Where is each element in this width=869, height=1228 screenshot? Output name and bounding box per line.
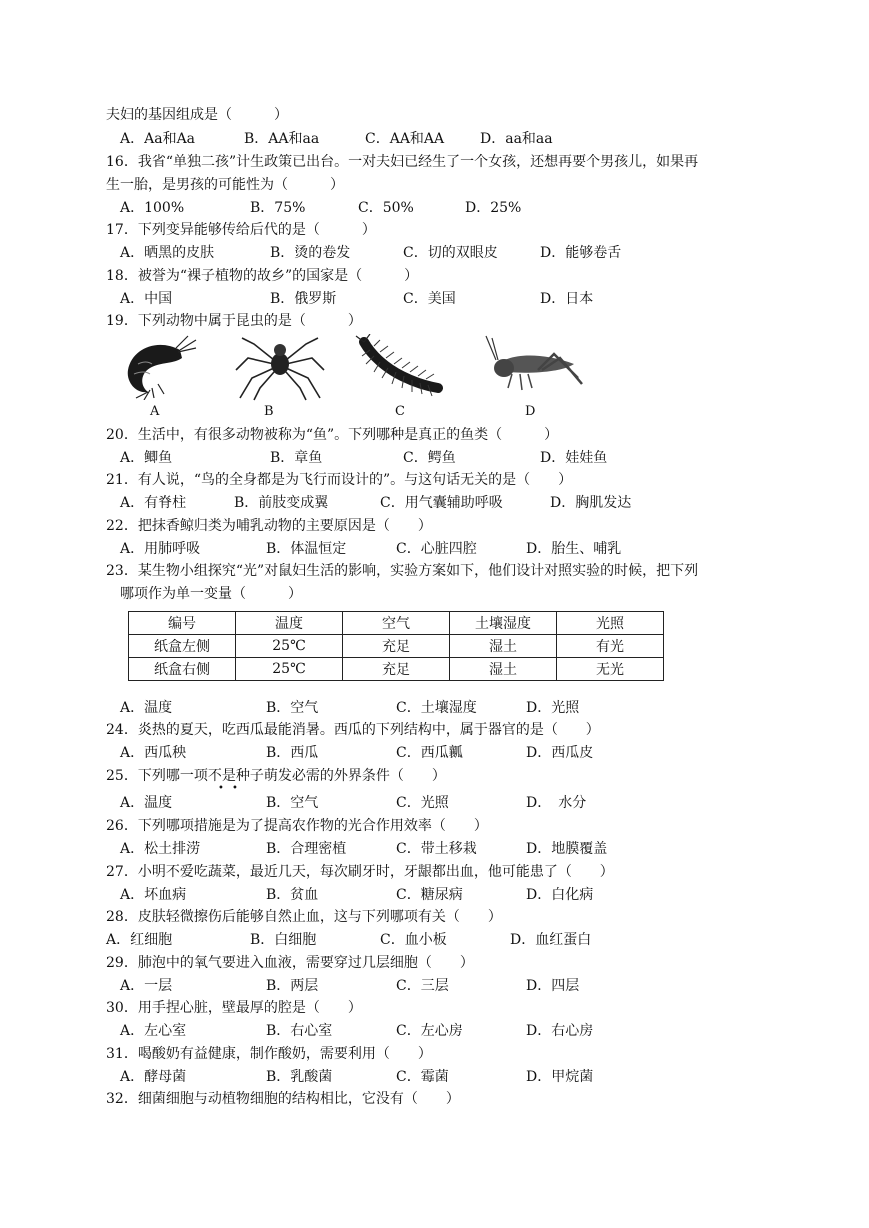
q30-stem: 30．用手捏心脏，壁最厚的腔是（ ）: [106, 1000, 362, 1016]
option-b: B．右心室: [266, 1023, 333, 1039]
image-label-b: B: [264, 404, 274, 419]
option-b: B．合理密植: [266, 841, 347, 857]
option-d: D．娃娃鱼: [540, 450, 608, 466]
q23-stem: 23．某生物小组探究“光”对鼠妇生活的影响，实验方案如下，他们设计对照实验的时候，把下列: [106, 563, 699, 579]
option-d: D．四层: [526, 978, 580, 994]
option-a: A．有脊柱: [120, 495, 187, 511]
option-c: C．血小板: [380, 932, 447, 948]
option-a: A．Aa和Aa: [120, 131, 196, 147]
option-d: D．白化病: [526, 887, 594, 903]
option-c: C．糖尿病: [396, 887, 463, 903]
option-d: D．25%: [465, 200, 522, 216]
q19-stem: 19．下列动物中属于昆虫的是（ ）: [106, 313, 362, 329]
option-c: C．左心房: [396, 1023, 463, 1039]
option-b: B．空气: [266, 795, 319, 811]
table-cell: 25℃: [236, 658, 343, 681]
option-c: C．带土移栽: [396, 841, 477, 857]
option-c: C．AA和AA: [365, 131, 445, 147]
option-d: D．能够卷舌: [540, 245, 622, 261]
shrimp-icon: [118, 334, 198, 400]
option-c: C．土壤湿度: [396, 700, 477, 716]
table-cell: 纸盒右侧: [129, 658, 236, 681]
q23-stem-line2: 哪项作为单一变量（ ）: [120, 586, 302, 602]
option-a: A．用肺呼吸: [120, 541, 201, 557]
q31-stem: 31．喝酸奶有益健康，制作酸奶，需要利用（ ）: [106, 1046, 432, 1062]
centipede-icon: [346, 334, 446, 400]
option-a: A．西瓜秧: [120, 745, 187, 761]
q29-stem: 29．肺泡中的氧气要进入血液，需要穿过几层细胞（ ）: [106, 955, 474, 971]
spider-icon: [232, 334, 328, 402]
image-label-a: A: [150, 404, 160, 419]
option-d: D．胎生、哺乳: [526, 541, 622, 557]
option-d: D．血红蛋白: [510, 932, 592, 948]
option-c: C．用气囊辅助呼吸: [380, 495, 503, 511]
table-cell: 充足: [343, 635, 450, 658]
q31-options: [120, 1068, 720, 1176]
option-a: A．温度: [120, 795, 173, 811]
option-c: C．西瓜瓤: [396, 745, 463, 761]
option-a: A．鲫鱼: [120, 450, 173, 466]
option-b: B．烫的卷发: [270, 245, 351, 261]
experiment-table: [128, 611, 664, 681]
header-cell: 编号: [129, 612, 236, 635]
option-d: D．光照: [526, 700, 580, 716]
q22-stem: 22．把抹香鲸归类为哺乳动物的主要原因是（ ）: [106, 518, 432, 534]
option-a: A．晒黑的皮肤: [120, 245, 215, 261]
q16-stem-line2: 生一胎，是男孩的可能性为（ ）: [106, 177, 344, 193]
q32-stem: 32．细菌细胞与动植物细胞的结构相比，它没有（ ）: [106, 1091, 460, 1107]
option-c: C．光照: [396, 795, 449, 811]
option-b: B．白细胞: [250, 932, 317, 948]
grasshopper-icon: [482, 334, 592, 400]
table-header-row: [129, 612, 664, 635]
table-cell: 25℃: [236, 635, 343, 658]
option-d: D．胸肌发达: [550, 495, 632, 511]
option-b: B．前肢变成翼: [234, 495, 329, 511]
option-d: D．甲烷菌: [526, 1069, 594, 1085]
q26-stem: 26．下列哪项措施是为了提高农作物的光合作用效率（ ）: [106, 818, 488, 834]
q18-stem: 18．被誉为“裸子植物的故乡”的国家是（ ）: [106, 268, 419, 284]
option-b: B．贫血: [266, 887, 319, 903]
header-cell: 空气: [343, 612, 450, 635]
q28-stem: 28．皮肤轻微擦伤后能够自然止血，这与下列哪项有关（ ）: [106, 909, 502, 925]
image-label-c: C: [395, 404, 405, 419]
q25-stem: 25．下列哪一项不是种子萌发必需的外界条件（ ）: [106, 768, 446, 784]
option-a: A．左心室: [120, 1023, 187, 1039]
option-a: A．一层: [120, 978, 173, 994]
q20-stem: 20．生活中，有很多动物被称为“鱼”。下列哪种是真正的鱼类（ ）: [106, 427, 559, 443]
option-b: B．西瓜: [266, 745, 319, 761]
option-c: C．美国: [403, 291, 456, 307]
option-a: A．中国: [120, 291, 173, 307]
option-b: B．俄罗斯: [270, 291, 337, 307]
option-c: C．心脏四腔: [396, 541, 477, 557]
option-d: D．右心房: [526, 1023, 594, 1039]
option-b: B．两层: [266, 978, 319, 994]
option-c: C．50%: [358, 200, 414, 216]
option-c: C．三层: [396, 978, 449, 994]
emphasis-dot: •: [232, 783, 238, 794]
q17-stem: 17．下列变异能够传给后代的是（ ）: [106, 222, 376, 238]
option-a: A．温度: [120, 700, 173, 716]
q19-animal-images: [110, 334, 610, 420]
table-row: [129, 658, 664, 681]
table-cell: 无光: [557, 658, 664, 681]
option-b: B．章鱼: [270, 450, 323, 466]
table-cell: 湿土: [450, 635, 557, 658]
header-cell: 温度: [236, 612, 343, 635]
option-c: C．切的双眼皮: [403, 245, 498, 261]
option-c: C．霉菌: [396, 1069, 449, 1085]
q15-stem-tail: 夫妇的基因组成是（ ）: [106, 107, 288, 123]
option-b: B．75%: [250, 200, 306, 216]
option-b: B．体温恒定: [266, 541, 347, 557]
option-b: B．空气: [266, 700, 319, 716]
q27-stem: 27．小明不爱吃蔬菜，最近几天，每次刷牙时，牙龈都出血，他可能患了（ ）: [106, 864, 614, 880]
q21-stem: 21．有人说，“鸟的全身都是为飞行而设计的”。与这句话无关的是（ ）: [106, 472, 573, 488]
option-c: C．鳄鱼: [403, 450, 456, 466]
option-a: A．100%: [120, 200, 185, 216]
q24-stem: 24．炎热的夏天，吃西瓜最能消暑。西瓜的下列结构中，属于器官的是（ ）: [106, 722, 600, 738]
option-b: B．乳酸菌: [266, 1069, 333, 1085]
q16-stem: 16．我省“单独二孩”计生政策已出台。一对夫妇已经生了一个女孩，还想再要个男孩儿，如果再: [106, 154, 699, 170]
table-cell: 充足: [343, 658, 450, 681]
option-d: D．西瓜皮: [526, 745, 594, 761]
option-a: A．红细胞: [106, 932, 173, 948]
header-cell: 土壤湿度: [450, 612, 557, 635]
table-cell: 有光: [557, 635, 664, 658]
table-cell: 湿土: [450, 658, 557, 681]
table-cell: 纸盒左侧: [129, 635, 236, 658]
option-a: A．坏血病: [120, 887, 187, 903]
option-d: D．日本: [540, 291, 594, 307]
option-b: B．AA和aa: [244, 131, 320, 147]
option-d: D． 水分: [526, 795, 587, 811]
emphasis-dot: •: [218, 783, 224, 794]
option-d: D．地膜覆盖: [526, 841, 608, 857]
option-a: A．松土排涝: [120, 841, 201, 857]
table-row: [129, 635, 664, 658]
image-label-d: D: [525, 404, 536, 419]
option-d: D．aa和aa: [480, 131, 553, 147]
header-cell: 光照: [557, 612, 664, 635]
option-a: A．酵母菌: [120, 1069, 187, 1085]
